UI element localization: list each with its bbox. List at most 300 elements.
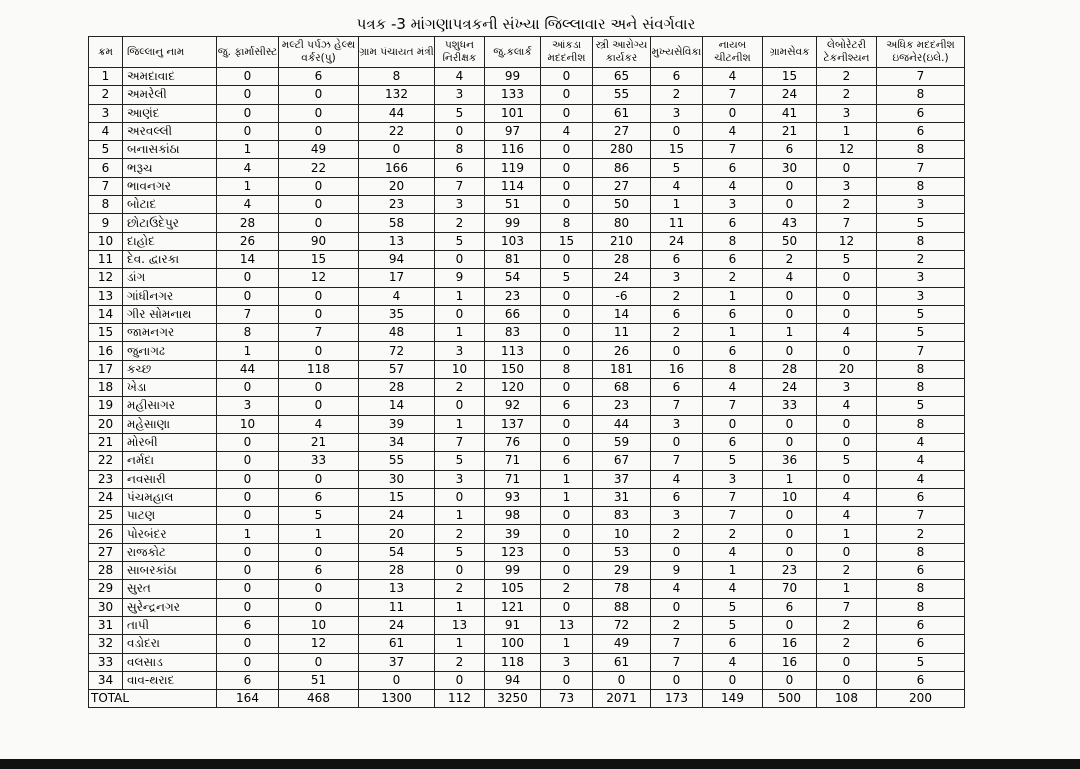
row-district-cell: અરવલ્લી [123, 122, 217, 140]
total-value-cell: 108 [817, 690, 877, 708]
row-value-cell: 1 [279, 525, 359, 543]
row-value-cell: 6 [217, 616, 279, 634]
row-value-cell: 6 [541, 452, 593, 470]
row-value-cell: 1 [763, 324, 817, 342]
total-label: TOTAL [89, 690, 217, 708]
row-value-cell: 7 [703, 86, 763, 104]
row-district-cell: વાવ-થરાદ [123, 671, 217, 689]
row-value-cell: 6 [217, 671, 279, 689]
table-row [89, 452, 965, 470]
total-value-cell: 173 [651, 690, 703, 708]
row-value-cell: 2 [435, 580, 485, 598]
row-value-cell: 3 [703, 196, 763, 214]
row-value-cell: 118 [485, 653, 541, 671]
row-value-cell: 21 [763, 122, 817, 140]
row-value-cell: 0 [217, 488, 279, 506]
row-value-cell: 280 [593, 141, 651, 159]
row-value-cell: 0 [763, 196, 817, 214]
row-value-cell: 1 [763, 470, 817, 488]
row-value-cell: 30 [359, 470, 435, 488]
row-value-cell: 13 [435, 616, 485, 634]
row-value-cell: 8 [541, 360, 593, 378]
table-row [89, 580, 965, 598]
row-value-cell: 0 [435, 671, 485, 689]
row-value-cell: 1 [817, 580, 877, 598]
row-value-cell: 29 [593, 562, 651, 580]
row-value-cell: 61 [359, 635, 435, 653]
header-junior-clerk: જુ.કલાર્ક [485, 37, 541, 68]
row-value-cell: 12 [817, 141, 877, 159]
row-value-cell: 0 [279, 580, 359, 598]
table-row [89, 507, 965, 525]
row-value-cell: 0 [217, 287, 279, 305]
row-district-cell: ખેડા [123, 379, 217, 397]
row-value-cell: 8 [703, 360, 763, 378]
district-wise-demand-table [88, 36, 965, 708]
row-value-cell: 2 [703, 269, 763, 287]
row-value-cell: 5 [877, 653, 965, 671]
row-district-cell: તાપી [123, 616, 217, 634]
total-value-cell: 500 [763, 690, 817, 708]
row-value-cell: 7 [435, 433, 485, 451]
row-value-cell: 39 [485, 525, 541, 543]
row-value-cell: 24 [763, 379, 817, 397]
row-value-cell: 0 [541, 177, 593, 195]
row-value-cell: 21 [279, 433, 359, 451]
header-multipurpose-health-worker: મલ્ટી પર્પઝ હેલ્થ વર્કર(પુ) [279, 37, 359, 68]
row-value-cell: 13 [359, 580, 435, 598]
table-row [89, 360, 965, 378]
row-value-cell: 4 [651, 470, 703, 488]
row-value-cell: 3 [651, 415, 703, 433]
row-serial-cell: 1 [89, 68, 123, 86]
row-serial-cell: 7 [89, 177, 123, 195]
row-value-cell: 50 [763, 232, 817, 250]
row-serial-cell: 26 [89, 525, 123, 543]
row-value-cell: 4 [703, 68, 763, 86]
row-value-cell: 13 [541, 616, 593, 634]
row-serial-cell: 33 [89, 653, 123, 671]
row-value-cell: 0 [279, 104, 359, 122]
row-value-cell: 16 [651, 360, 703, 378]
row-value-cell: 0 [279, 653, 359, 671]
row-value-cell: 7 [703, 507, 763, 525]
table-row [89, 86, 965, 104]
row-value-cell: 44 [593, 415, 651, 433]
row-value-cell: 137 [485, 415, 541, 433]
row-value-cell: 0 [217, 433, 279, 451]
row-value-cell: 5 [435, 104, 485, 122]
row-district-cell: છોટાઉદેપુર [123, 214, 217, 232]
table-row [89, 159, 965, 177]
row-value-cell: 0 [817, 415, 877, 433]
row-value-cell: 10 [435, 360, 485, 378]
table-row [89, 342, 965, 360]
row-value-cell: 5 [703, 616, 763, 634]
row-value-cell: 118 [279, 360, 359, 378]
row-value-cell: 2 [817, 562, 877, 580]
row-value-cell: 2 [817, 86, 877, 104]
bottom-edge-bar [0, 759, 1080, 769]
row-value-cell: 4 [817, 397, 877, 415]
row-value-cell: 4 [703, 379, 763, 397]
row-district-cell: મહેસાણા [123, 415, 217, 433]
table-row [89, 324, 965, 342]
row-value-cell: 0 [541, 525, 593, 543]
row-value-cell: 23 [485, 287, 541, 305]
table-row [89, 196, 965, 214]
row-value-cell: 24 [763, 86, 817, 104]
header-livestock-inspector: પશુધન નિરીક્ષક [435, 37, 485, 68]
row-value-cell: 1 [435, 324, 485, 342]
row-value-cell: 14 [217, 250, 279, 268]
row-serial-cell: 30 [89, 598, 123, 616]
row-value-cell: 11 [359, 598, 435, 616]
row-value-cell: 33 [763, 397, 817, 415]
row-value-cell: 1 [217, 525, 279, 543]
row-value-cell: 0 [541, 86, 593, 104]
row-district-cell: ભરૂચ [123, 159, 217, 177]
row-value-cell: 2 [651, 525, 703, 543]
row-value-cell: 6 [703, 159, 763, 177]
total-value-cell: 73 [541, 690, 593, 708]
row-value-cell: 7 [703, 141, 763, 159]
row-value-cell: 1 [217, 342, 279, 360]
row-value-cell: 5 [877, 214, 965, 232]
table-row [89, 671, 965, 689]
row-serial-cell: 5 [89, 141, 123, 159]
row-district-cell: મહીસાગર [123, 397, 217, 415]
row-value-cell: 86 [593, 159, 651, 177]
row-value-cell: 91 [485, 616, 541, 634]
row-value-cell: 78 [593, 580, 651, 598]
row-value-cell: 4 [651, 177, 703, 195]
header-serial-no: ક્રમ [89, 37, 123, 68]
row-value-cell: 0 [217, 580, 279, 598]
row-value-cell: 23 [359, 196, 435, 214]
row-value-cell: 8 [877, 360, 965, 378]
row-value-cell: 44 [359, 104, 435, 122]
row-value-cell: 5 [703, 598, 763, 616]
row-district-cell: ભાવનગર [123, 177, 217, 195]
row-serial-cell: 3 [89, 104, 123, 122]
row-value-cell: 2 [877, 250, 965, 268]
row-value-cell: 0 [279, 397, 359, 415]
row-value-cell: 83 [593, 507, 651, 525]
row-value-cell: 0 [651, 598, 703, 616]
row-value-cell: 116 [485, 141, 541, 159]
row-value-cell: 4 [703, 653, 763, 671]
row-value-cell: 7 [817, 214, 877, 232]
row-value-cell: 0 [651, 543, 703, 561]
row-value-cell: 4 [651, 580, 703, 598]
row-value-cell: 3 [703, 470, 763, 488]
row-value-cell: 4 [877, 452, 965, 470]
row-value-cell: 0 [817, 305, 877, 323]
row-value-cell: 8 [877, 379, 965, 397]
row-value-cell: 43 [763, 214, 817, 232]
row-value-cell: 0 [703, 671, 763, 689]
row-value-cell: 92 [485, 397, 541, 415]
row-serial-cell: 31 [89, 616, 123, 634]
row-value-cell: 0 [817, 269, 877, 287]
row-district-cell: બોટાદ [123, 196, 217, 214]
row-value-cell: 0 [217, 104, 279, 122]
row-value-cell: 50 [593, 196, 651, 214]
table-row [89, 543, 965, 561]
row-value-cell: 0 [703, 415, 763, 433]
row-value-cell: 10 [279, 616, 359, 634]
row-district-cell: પાટણ [123, 507, 217, 525]
row-value-cell: 4 [359, 287, 435, 305]
row-district-cell: ગાંધીનગર [123, 287, 217, 305]
row-value-cell: 7 [651, 452, 703, 470]
row-value-cell: 65 [593, 68, 651, 86]
row-value-cell: 53 [593, 543, 651, 561]
row-value-cell: 3 [651, 104, 703, 122]
row-value-cell: 6 [877, 104, 965, 122]
row-value-cell: 57 [359, 360, 435, 378]
row-value-cell: 2 [817, 616, 877, 634]
table-row [89, 433, 965, 451]
row-value-cell: 0 [279, 342, 359, 360]
row-value-cell: 20 [359, 177, 435, 195]
row-value-cell: 0 [763, 525, 817, 543]
total-value-cell: 3250 [485, 690, 541, 708]
row-value-cell: 105 [485, 580, 541, 598]
table-row [89, 470, 965, 488]
row-value-cell: 0 [817, 433, 877, 451]
row-value-cell: 15 [279, 250, 359, 268]
row-value-cell: 0 [817, 287, 877, 305]
row-serial-cell: 32 [89, 635, 123, 653]
row-serial-cell: 18 [89, 379, 123, 397]
row-value-cell: 0 [763, 177, 817, 195]
row-value-cell: 1 [541, 470, 593, 488]
row-value-cell: 7 [877, 507, 965, 525]
row-value-cell: 28 [359, 562, 435, 580]
row-value-cell: 210 [593, 232, 651, 250]
row-value-cell: 30 [763, 159, 817, 177]
row-value-cell: 55 [359, 452, 435, 470]
row-value-cell: 23 [763, 562, 817, 580]
table-row [89, 104, 965, 122]
row-value-cell: 0 [217, 86, 279, 104]
row-value-cell: 132 [359, 86, 435, 104]
row-value-cell: 0 [541, 379, 593, 397]
row-value-cell: 28 [217, 214, 279, 232]
row-value-cell: 4 [217, 159, 279, 177]
row-value-cell: 0 [541, 324, 593, 342]
row-value-cell: 2 [435, 379, 485, 397]
table-row [89, 598, 965, 616]
row-value-cell: 0 [763, 507, 817, 525]
row-value-cell: 0 [279, 214, 359, 232]
row-value-cell: 28 [359, 379, 435, 397]
row-value-cell: 8 [703, 232, 763, 250]
row-value-cell: 3 [435, 196, 485, 214]
table-row [89, 141, 965, 159]
row-value-cell: 4 [435, 68, 485, 86]
total-value-cell: 468 [279, 690, 359, 708]
row-value-cell: 0 [541, 415, 593, 433]
row-value-cell: 6 [651, 488, 703, 506]
row-value-cell: 2 [817, 196, 877, 214]
total-value-cell: 1300 [359, 690, 435, 708]
row-value-cell: 0 [541, 305, 593, 323]
row-value-cell: 5 [435, 232, 485, 250]
row-serial-cell: 2 [89, 86, 123, 104]
row-value-cell: 54 [359, 543, 435, 561]
row-value-cell: 0 [279, 598, 359, 616]
row-value-cell: 72 [593, 616, 651, 634]
row-value-cell: 61 [593, 104, 651, 122]
row-value-cell: 5 [279, 507, 359, 525]
row-serial-cell: 23 [89, 470, 123, 488]
row-value-cell: 6 [279, 68, 359, 86]
row-value-cell: 6 [877, 488, 965, 506]
row-value-cell: 49 [593, 635, 651, 653]
row-value-cell: 4 [217, 196, 279, 214]
row-value-cell: 6 [435, 159, 485, 177]
row-district-cell: અમદાવાદ [123, 68, 217, 86]
row-value-cell: 26 [593, 342, 651, 360]
header-junior-pharmacist: જુ. ફાર્માસીસ્ટ [217, 37, 279, 68]
row-value-cell: 1 [703, 562, 763, 580]
total-value-cell: 2071 [593, 690, 651, 708]
row-value-cell: 7 [817, 598, 877, 616]
row-value-cell: 3 [817, 177, 877, 195]
row-value-cell: 6 [541, 397, 593, 415]
header-additional-assistant-engineer: અધિક મદદનીશ ઇજનેર(ઇલે.) [877, 37, 965, 68]
row-value-cell: 0 [541, 141, 593, 159]
row-value-cell: 9 [435, 269, 485, 287]
header-gram-panchayat-mantri: ગ્રામ પંચાયત મંત્રી [359, 37, 435, 68]
row-serial-cell: 9 [89, 214, 123, 232]
row-value-cell: 0 [217, 562, 279, 580]
row-value-cell: 13 [359, 232, 435, 250]
row-value-cell: 0 [763, 671, 817, 689]
table-row [89, 122, 965, 140]
table-row [89, 379, 965, 397]
row-value-cell: 98 [485, 507, 541, 525]
row-value-cell: -6 [593, 287, 651, 305]
header-statistical-assistant: આંકડા મદદનીશ [541, 37, 593, 68]
row-value-cell: 0 [651, 433, 703, 451]
row-serial-cell: 4 [89, 122, 123, 140]
row-value-cell: 0 [279, 86, 359, 104]
row-value-cell: 55 [593, 86, 651, 104]
row-value-cell: 4 [703, 122, 763, 140]
row-value-cell: 113 [485, 342, 541, 360]
row-value-cell: 51 [279, 671, 359, 689]
row-value-cell: 1 [435, 415, 485, 433]
row-value-cell: 0 [217, 379, 279, 397]
row-value-cell: 166 [359, 159, 435, 177]
row-district-cell: સાબરકાંઠા [123, 562, 217, 580]
table-row [89, 616, 965, 634]
row-value-cell: 3 [877, 196, 965, 214]
row-value-cell: 0 [217, 269, 279, 287]
row-district-cell: સુરેન્દ્રનગર [123, 598, 217, 616]
row-value-cell: 8 [541, 214, 593, 232]
row-district-cell: બનાસકાંઠા [123, 141, 217, 159]
table-row [89, 232, 965, 250]
row-value-cell: 72 [359, 342, 435, 360]
row-value-cell: 9 [651, 562, 703, 580]
row-value-cell: 94 [359, 250, 435, 268]
table-row [89, 305, 965, 323]
header-district-name: જિલ્લાનુ નામ [123, 37, 217, 68]
row-district-cell: વડોદરા [123, 635, 217, 653]
row-value-cell: 0 [541, 287, 593, 305]
row-value-cell: 6 [651, 250, 703, 268]
row-value-cell: 3 [651, 507, 703, 525]
row-value-cell: 6 [763, 598, 817, 616]
row-value-cell: 121 [485, 598, 541, 616]
row-value-cell: 71 [485, 452, 541, 470]
row-value-cell: 8 [217, 324, 279, 342]
row-value-cell: 5 [817, 452, 877, 470]
row-value-cell: 2 [541, 580, 593, 598]
row-value-cell: 71 [485, 470, 541, 488]
row-value-cell: 8 [359, 68, 435, 86]
row-value-cell: 0 [279, 122, 359, 140]
row-value-cell: 0 [279, 177, 359, 195]
row-serial-cell: 15 [89, 324, 123, 342]
row-value-cell: 37 [359, 653, 435, 671]
header-deputy-chitnis: નાયબ ચીટનીશ [703, 37, 763, 68]
row-value-cell: 101 [485, 104, 541, 122]
row-value-cell: 97 [485, 122, 541, 140]
row-value-cell: 4 [877, 470, 965, 488]
row-value-cell: 26 [217, 232, 279, 250]
row-serial-cell: 24 [89, 488, 123, 506]
row-value-cell: 54 [485, 269, 541, 287]
row-value-cell: 3 [877, 269, 965, 287]
row-value-cell: 7 [651, 397, 703, 415]
row-value-cell: 0 [817, 470, 877, 488]
row-value-cell: 3 [651, 269, 703, 287]
row-value-cell: 6 [877, 122, 965, 140]
row-value-cell: 44 [217, 360, 279, 378]
table-header-row [89, 37, 965, 68]
row-value-cell: 0 [541, 543, 593, 561]
row-district-cell: ડાંગ [123, 269, 217, 287]
row-value-cell: 7 [703, 397, 763, 415]
row-value-cell: 8 [877, 232, 965, 250]
row-value-cell: 12 [279, 635, 359, 653]
row-value-cell: 0 [541, 196, 593, 214]
row-value-cell: 3 [217, 397, 279, 415]
row-value-cell: 0 [217, 452, 279, 470]
table-row [89, 214, 965, 232]
row-value-cell: 20 [817, 360, 877, 378]
row-value-cell: 3 [877, 287, 965, 305]
row-value-cell: 2 [651, 324, 703, 342]
row-value-cell: 150 [485, 360, 541, 378]
row-district-cell: કચ્છ [123, 360, 217, 378]
row-value-cell: 4 [877, 433, 965, 451]
row-value-cell: 6 [877, 635, 965, 653]
row-value-cell: 28 [593, 250, 651, 268]
row-value-cell: 6 [651, 305, 703, 323]
header-gram-sevak: ગ્રામસેવક [763, 37, 817, 68]
row-value-cell: 5 [877, 324, 965, 342]
row-value-cell: 5 [877, 397, 965, 415]
row-value-cell: 0 [435, 397, 485, 415]
row-value-cell: 2 [651, 86, 703, 104]
